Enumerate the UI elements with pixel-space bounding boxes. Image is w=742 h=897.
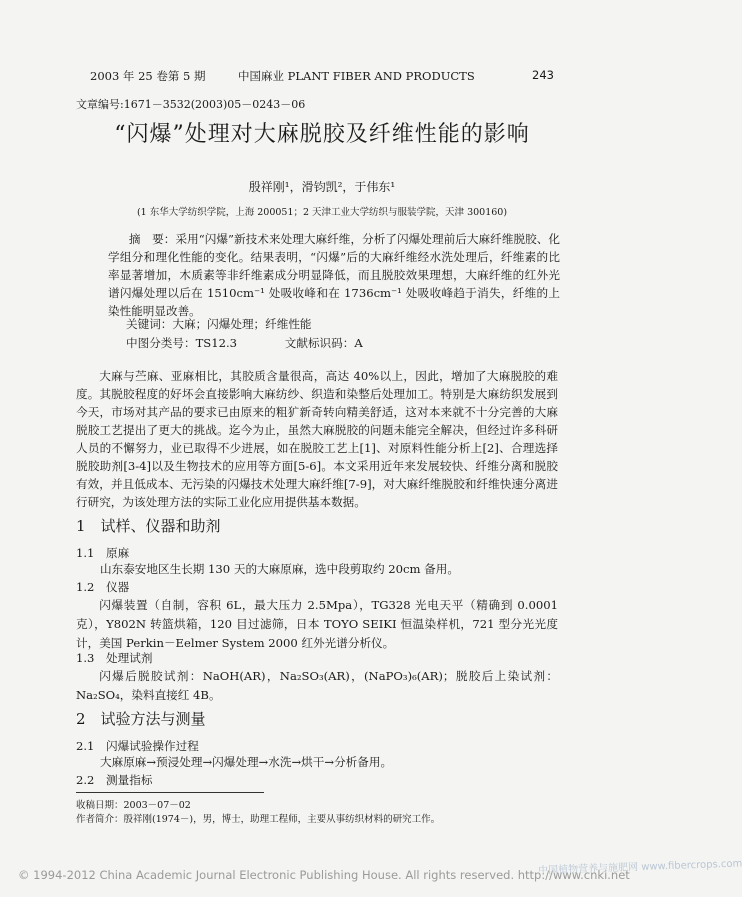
authors: 殷祥刚¹，滑钧凯²，于伟东¹ <box>248 180 396 194</box>
header-page-number: 243 <box>532 68 554 82</box>
abstract <box>108 230 560 320</box>
section-2-1-text: 大麻原麻→预浸处理→闪爆处理→水洗→烘干→分析备用。 <box>100 755 393 769</box>
section-1-3-heading: 1.3 处理试剂 <box>76 651 153 665</box>
clc-number: 中图分类号：TS12.3 <box>126 336 238 350</box>
received-date: 收稿日期：2003－07－02 <box>76 800 191 811</box>
intro-paragraph: 大麻与苎麻、亚麻相比，其胶质含量很高，高达 40%以上，因此，增加了大麻脱胶的难度。其脱胶程度的好坏会直接影响大麻纺纱、织造和染整后处理加工。特别是大麻纺织发展到今天，市场对其产品的要求已由原来的粗犷新奇转向精美舒适，这对本来就不十分完善的大麻脱胶工艺提出了更大的挑战。迄今为止，虽然大麻脱胶的问题未能完全解决，但经过许多科研人员的不懈努力，业已取得不少进展，如在脱胶工艺上[1]、对原料性能分析上[2]、合理选择脱胶助剂[3-4]以及生物技术的应用等方面[5-6]。本文采用近年来发展较快、纤维分离和脱胶有效，并且低成本、无污染的闪爆技术处理大麻纤维[7-9]，对大麻纤维脱胶和纤维快速分离进行研究，为该处理方法的实际工业化应用提供基本数据。 <box>76 369 558 509</box>
section-1-3-text: 闪爆后脱胶试剂：NaOH(AR)，Na₂SO₃(AR)，(NaPO₃)₆(AR)；脱胶后上染试剂：Na₂SO₄，染料直接红 4B。 <box>76 669 558 702</box>
introduction <box>76 367 558 511</box>
site-watermark: 中国植物营养与施肥网 www.fibercrops.com <box>537 858 742 877</box>
author-bio: 作者简介：殷祥刚(1974－)，男，博士，助理工程师，主要从事纺织材料的研究工作。 <box>76 814 441 825</box>
footnote-divider <box>76 792 264 793</box>
section-2-2-heading: 2.2 测量指标 <box>76 773 153 787</box>
header-issue: 2003 年 25 卷第 5 期 <box>90 69 206 83</box>
keywords: 关键词：大麻；闪爆处理；纤维性能 <box>126 317 312 331</box>
section-2-1-heading: 2.1 闪爆试验操作过程 <box>76 739 199 753</box>
classification <box>126 335 363 351</box>
section-1-2-heading: 1.2 仪器 <box>76 580 130 594</box>
section-1-heading: 1 试样、仪器和助剂 <box>76 517 221 535</box>
copyright-notice: © 1994-2012 China Academic Journal Electronic Publishing House. All rights reserved. http://www.cnki.net <box>18 868 630 882</box>
section-1-1-heading: 1.1 原麻 <box>76 546 130 560</box>
section-1-2-text: 闪爆装置（自制，容积 6L，最大压力 2.5Mpa），TG328 光电天平（精确到 0.0001 克），Y802N 转篮烘箱，120 目过滤筛，日本 TOYO SEIKI 恒温染样机，721 型分光光度计，美国 Perkin－Eelmer System 2000 红外光谱分析仪。 <box>76 598 558 650</box>
paper-title: “闪爆”处理对大麻脱胶及纤维性能的影响 <box>114 122 530 147</box>
article-number: 文章编号:1671－3532(2003)05－0243－06 <box>76 98 306 111</box>
abstract-text: 摘 要：采用“闪爆”新技术来处理大麻纤维，分析了闪爆处理前后大麻纤维脱胶、化学组分和理化性能的变化。结果表明，“闪爆”后的大麻纤维经水洗处理后，纤维素的比率显著增加，木质素等非纤维素成分明显降低，而且脱胶效果理想，大麻纤维的红外光谱闪爆处理以后在 1510cm⁻¹ 处吸收峰和在 1736cm⁻¹ 处吸收峰趋于消失，纤维的上染性能明显改善。 <box>108 232 560 318</box>
document-code: 文献标识码：A <box>284 336 363 350</box>
header-journal: 中国麻业 PLANT FIBER AND PRODUCTS <box>238 69 475 83</box>
section-2-heading: 2 试验方法与测量 <box>76 710 206 728</box>
section-1-1-text: 山东泰安地区生长期 130 天的大麻原麻，选中段剪取约 20cm 备用。 <box>100 562 459 576</box>
affiliation: (1 东华大学纺织学院，上海 200051；2 天津工业大学纺织与服装学院，天津 300160) <box>136 207 508 218</box>
